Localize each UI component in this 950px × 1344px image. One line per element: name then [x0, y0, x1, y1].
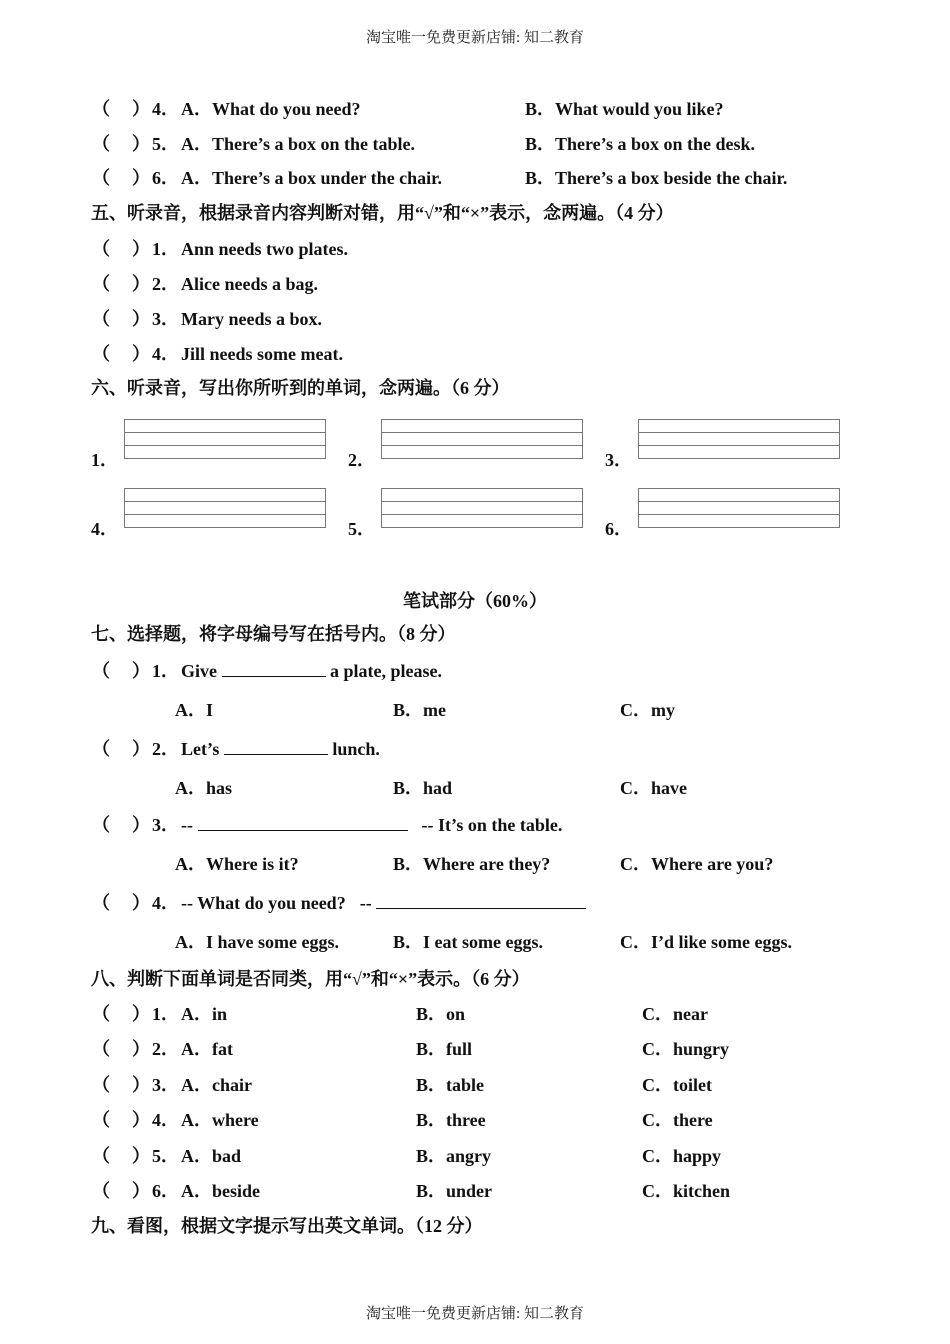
bracket-close: ） — [132, 661, 150, 681]
bracket-close: ） — [132, 99, 150, 119]
item-number: 2． — [152, 739, 179, 759]
bracket: （ — [92, 1004, 110, 1024]
option-b: B．on — [416, 1004, 466, 1024]
option-b: B．table — [416, 1075, 485, 1095]
statement: Alice needs a bag. — [181, 274, 318, 294]
writing-label: 3． — [605, 450, 632, 470]
item-number: 5． — [152, 1146, 179, 1166]
bracket: （ — [92, 274, 110, 294]
option-a: A．bad — [181, 1146, 242, 1166]
page-footer: 淘宝唯一免费更新店铺: 知二教育 — [366, 1306, 584, 1322]
bracket: （ — [92, 239, 110, 259]
bracket: （ — [92, 815, 110, 835]
bracket: （ — [92, 309, 110, 329]
item-number: 4． — [152, 1110, 179, 1130]
writing-label: 5． — [348, 519, 375, 539]
item-number: 6． — [152, 1181, 179, 1201]
bracket: （ — [92, 1146, 110, 1166]
writing-lines[interactable] — [638, 419, 840, 459]
section-8-title: 八、判断下面单词是否同类，用“√”和“×”表示。（6 分） — [91, 969, 530, 989]
bracket: （ — [92, 134, 110, 154]
writing-label: 1． — [91, 450, 118, 470]
bracket-close: ） — [132, 168, 150, 188]
bracket: （ — [92, 168, 110, 188]
item-number: 3． — [152, 815, 179, 835]
writing-lines[interactable] — [124, 488, 326, 528]
option-b: B．full — [416, 1039, 473, 1059]
bracket: （ — [92, 893, 110, 913]
bracket: （ — [92, 1181, 110, 1201]
option-a: A．I — [175, 700, 214, 720]
bracket-close: ） — [132, 1146, 150, 1166]
question — [181, 738, 380, 760]
item-number: 5． — [152, 134, 179, 154]
bracket-close: ） — [132, 1075, 150, 1095]
question — [181, 892, 586, 914]
answer-blank[interactable] — [376, 894, 586, 909]
written-part-title: 笔试部分（60%） — [403, 591, 547, 611]
option-a: A．beside — [181, 1181, 261, 1201]
option-a: A．There’s a box under the chair. — [181, 168, 443, 188]
option-c: C．near — [642, 1004, 708, 1024]
question-text: -- — [181, 815, 198, 835]
option-c: C．there — [642, 1110, 713, 1130]
bracket-close: ） — [132, 239, 150, 259]
writing-lines[interactable] — [124, 419, 326, 459]
question — [181, 660, 442, 682]
option-c: C．happy — [642, 1146, 722, 1166]
statement: Ann needs two plates. — [181, 239, 349, 259]
bracket-close: ） — [132, 893, 150, 913]
item-number: 1． — [152, 239, 179, 259]
option-b: B．There’s a box beside the chair. — [525, 168, 788, 188]
bracket-close: ） — [132, 1004, 150, 1024]
item-number: 4． — [152, 893, 179, 913]
question-text: Give — [181, 661, 222, 681]
option-b: B．angry — [416, 1146, 492, 1166]
option-c: C．toilet — [642, 1075, 712, 1095]
option-c: C．my — [620, 700, 675, 720]
option-b: B．three — [416, 1110, 486, 1130]
item-number: 3． — [152, 309, 179, 329]
option-c: C．kitchen — [642, 1181, 731, 1201]
option-c: C．hungry — [642, 1039, 730, 1059]
section-7-title: 七、选择题，将字母编号写在括号内。（8 分） — [91, 624, 456, 644]
option-c: C．have — [620, 778, 687, 798]
bracket: （ — [92, 739, 110, 759]
question-text: -- What do you need? — [181, 893, 346, 913]
question-text: -- It’s on the table. — [421, 815, 563, 835]
bracket-close: ） — [132, 815, 150, 835]
answer-blank[interactable] — [198, 816, 408, 831]
option-b: B．Where are they? — [393, 854, 551, 874]
item-number: 2． — [152, 274, 179, 294]
page-header: 淘宝唯一免费更新店铺: 知二教育 — [366, 30, 584, 46]
bracket-close: ） — [132, 344, 150, 364]
writing-lines[interactable] — [381, 488, 583, 528]
bracket-close: ） — [132, 1110, 150, 1130]
bracket: （ — [92, 99, 110, 119]
question — [181, 814, 562, 836]
item-number: 1． — [152, 661, 179, 681]
bracket-close: ） — [132, 739, 150, 759]
question-text: lunch. — [327, 739, 380, 759]
answer-blank[interactable] — [222, 662, 326, 677]
option-a: A．chair — [181, 1075, 252, 1095]
section-9-title: 九、看图，根据文字提示写出英文单词。（12 分） — [91, 1216, 483, 1236]
bracket: （ — [92, 344, 110, 364]
bracket-close: ） — [132, 1039, 150, 1059]
option-b: B．What would you like? — [525, 99, 724, 119]
question-text: -- — [359, 893, 377, 913]
option-c: C．Where are you? — [620, 854, 774, 874]
bracket-close: ） — [132, 309, 150, 329]
bracket: （ — [92, 1075, 110, 1095]
bracket: （ — [92, 1039, 110, 1059]
item-number: 3． — [152, 1075, 179, 1095]
option-b: B．I eat some eggs. — [393, 932, 543, 952]
option-a: A．Where is it? — [175, 854, 299, 874]
option-c: C．I’d like some eggs. — [620, 932, 792, 952]
bracket-close: ） — [132, 1181, 150, 1201]
option-b: B．me — [393, 700, 446, 720]
question-text: Let’s — [181, 739, 224, 759]
option-b: B．had — [393, 778, 453, 798]
item-number: 6． — [152, 168, 179, 188]
statement: Mary needs a box. — [181, 309, 322, 329]
bracket-close: ） — [132, 134, 150, 154]
writing-lines[interactable] — [381, 419, 583, 459]
bracket: （ — [92, 661, 110, 681]
option-a: A．where — [181, 1110, 259, 1130]
writing-label: 4． — [91, 519, 118, 539]
writing-lines[interactable] — [638, 488, 840, 528]
statement: Jill needs some meat. — [181, 344, 343, 364]
section-6-title: 六、听录音，写出你所听到的单词，念两遍。（6 分） — [91, 378, 510, 398]
item-number: 4． — [152, 99, 179, 119]
option-a: A．has — [175, 778, 233, 798]
option-a: A．What do you need? — [181, 99, 361, 119]
section-5-title: 五、听录音，根据录音内容判断对错，用“√”和“×”表示，念两遍。（4 分） — [91, 203, 674, 223]
option-b: B．There’s a box on the desk. — [525, 134, 756, 154]
answer-blank[interactable] — [224, 740, 328, 755]
question-text: a plate, please. — [325, 661, 442, 681]
item-number: 2． — [152, 1039, 179, 1059]
bracket-close: ） — [132, 274, 150, 294]
writing-label: 2． — [348, 450, 375, 470]
option-a: A．I have some eggs. — [175, 932, 339, 952]
item-number: 4． — [152, 344, 179, 364]
option-a: A．in — [181, 1004, 228, 1024]
option-a: A．fat — [181, 1039, 233, 1059]
writing-label: 6． — [605, 519, 632, 539]
bracket: （ — [92, 1110, 110, 1130]
item-number: 1． — [152, 1004, 179, 1024]
option-a: A．There’s a box on the table. — [181, 134, 415, 154]
option-b: B．under — [416, 1181, 493, 1201]
